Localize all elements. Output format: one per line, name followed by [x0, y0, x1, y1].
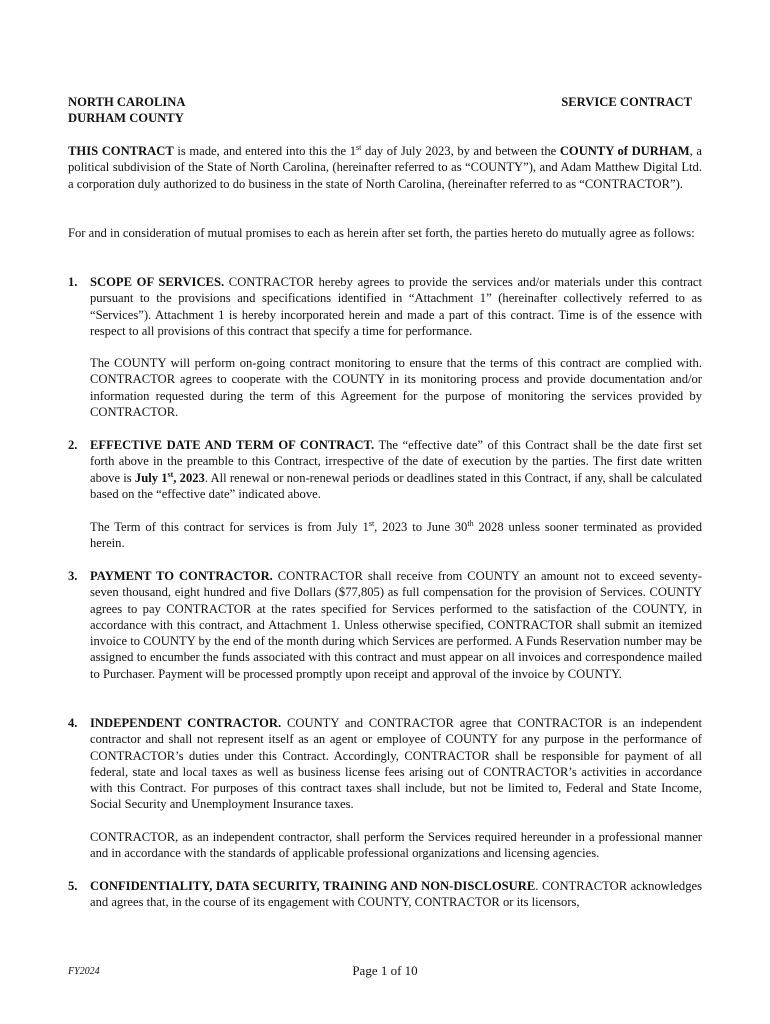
contract-term-paragraph: [90, 519, 702, 552]
section-number: 2.: [68, 438, 78, 452]
section-payment: [68, 568, 702, 682]
preamble-text-2: day of July 2023, by and between the: [361, 144, 560, 158]
county-name: DURHAM COUNTY: [68, 111, 184, 126]
section-text: The “effective date” of this Contract shall be the date first set forth above in the preamble to this Contract, irrespective of the date of execution by the parties. The first date written above is: [90, 438, 702, 485]
section-title: SCOPE OF SERVICES.: [90, 275, 225, 289]
section-number: 4.: [68, 716, 78, 730]
preamble-text-1: is made, and entered into this the 1: [173, 144, 357, 158]
preamble-paragraph: [68, 143, 702, 192]
document-header-left: [68, 94, 185, 127]
preamble-superscript: st: [356, 142, 362, 152]
term-text-3: 2028 unless sooner terminated as provided herein.: [90, 520, 703, 551]
term-superscript-1: st: [368, 518, 375, 528]
consideration-paragraph: For and in consideration of mutual promises to each as herein after set forth, the parties hereto do mutually agree as follows:: [68, 226, 695, 240]
footer-page-number: Page 1 of 10: [352, 963, 418, 978]
section-text: . CONTRACTOR acknowledges and agrees that, in the course of its engagement with COUNTY, CONTRACTOR or its licensors,: [90, 879, 703, 910]
section-title: PAYMENT TO CONTRACTOR.: [90, 569, 273, 583]
section-independent-contractor: [68, 715, 702, 813]
preamble-text-3: , a political subdivision of the State of North Carolina, (hereinafter referred to as “COUNTY”), and Adam Matthew Digital Ltd. a corporation duly authorized to do business in the state of North Carolina, (hereinafter referred to as “CONTRACTOR”).: [68, 144, 702, 191]
preamble-lead: THIS CONTRACT: [68, 144, 174, 158]
section-number: 1.: [68, 275, 78, 289]
date-superscript: st: [167, 469, 174, 479]
effective-date: July 1: [134, 470, 168, 485]
section-text: CONTRACTOR shall receive from COUNTY an amount not to exceed seventy-seven thousand, eight hundred and five Dollars ($77,805) as full compensation for the provision of Services. COUNTY agrees to pay CONTRACTOR at the rates specified for Services performed to the satisfaction of the COUNTY, in accordance with this contract, and Attachment 1. Unless otherwise specified, CONTRACTOR shall submit an itemized invoice to COUNTY by the end of the month during which Services are performed. A Funds Reservation number may be assigned to encumber the funds associated with this contract and must appear on all invoices and correspondence mailed to Purchaser. Payment will be processed promptly upon receipt and approval of the invoice by COUNTY.: [90, 569, 702, 681]
effective-date-year: , 2023: [173, 470, 205, 485]
section-number: 5.: [68, 879, 78, 893]
state-name: NORTH CAROLINA: [68, 95, 186, 109]
section-scope-monitoring-paragraph: The COUNTY will perform on-going contract monitoring to ensure that the terms of this contract are complied with. CONTRACTOR agrees to cooperate with the COUNTY in its monitoring process and provide documentation and/or information requested during the term of this Agreement for the purpose of monitoring the services provided by CONTRACTOR.: [90, 356, 702, 419]
section-text: CONTRACTOR hereby agrees to provide the services and/or materials under this contract pursuant to the provisions and specifications identified in “Attachment 1” (hereinafter collectively referred to as “Services”). Attachment 1 is hereby incorporated herein and made a part of this contract. Time is of the essence with respect to all provisions of this contract that specify a time for performance.: [90, 275, 702, 338]
term-text-2: , 2023 to June 30: [374, 520, 468, 534]
section-text: COUNTY and CONTRACTOR agree that CONTRACTOR is an independent contractor and shall not represent itself as an agent or employee of COUNTY for any purpose in the performance of CONTRACTOR’s duties under this Contract. Accordingly, CONTRACTOR shall be responsible for payment of all federal, state and local taxes as well as business license fees arising out of CONTRACTOR’s activities in accordance with this Contract. For purposes of this contract taxes shall include, but not be limited to, Federal and State Income, Social Security and Unemployment Insurance taxes.: [90, 716, 702, 812]
section-title: CONFIDENTIALITY, DATA SECURITY, TRAINING AND NON-DISCLOSURE: [90, 879, 536, 893]
section-scope-of-services: [68, 274, 702, 339]
section-number: 3.: [68, 569, 78, 583]
section-title: EFFECTIVE DATE AND TERM OF CONTRACT.: [90, 438, 375, 452]
preamble-county: COUNTY of DURHAM: [559, 144, 690, 158]
section-confidentiality: [68, 878, 702, 911]
section-independent-contractor-paragraph-2: CONTRACTOR, as an independent contractor, shall perform the Services required hereunder in a professional manner and in accordance with the standards of applicable professional organizations and licensing agencies.: [90, 830, 702, 861]
section-title: INDEPENDENT CONTRACTOR.: [90, 716, 282, 730]
term-text-1: The Term of this contract for services is from July 1: [90, 520, 369, 534]
term-superscript-2: th: [467, 518, 474, 528]
section-effective-date: [68, 437, 702, 502]
footer-fiscal-year: FY2024: [68, 966, 100, 977]
document-type: SERVICE CONTRACT: [561, 95, 692, 109]
section-text-2: . All renewal or non-renewal periods or deadlines stated in this Contract, if any, shall be calculated based on the “effective date” indicated above.: [90, 470, 703, 501]
